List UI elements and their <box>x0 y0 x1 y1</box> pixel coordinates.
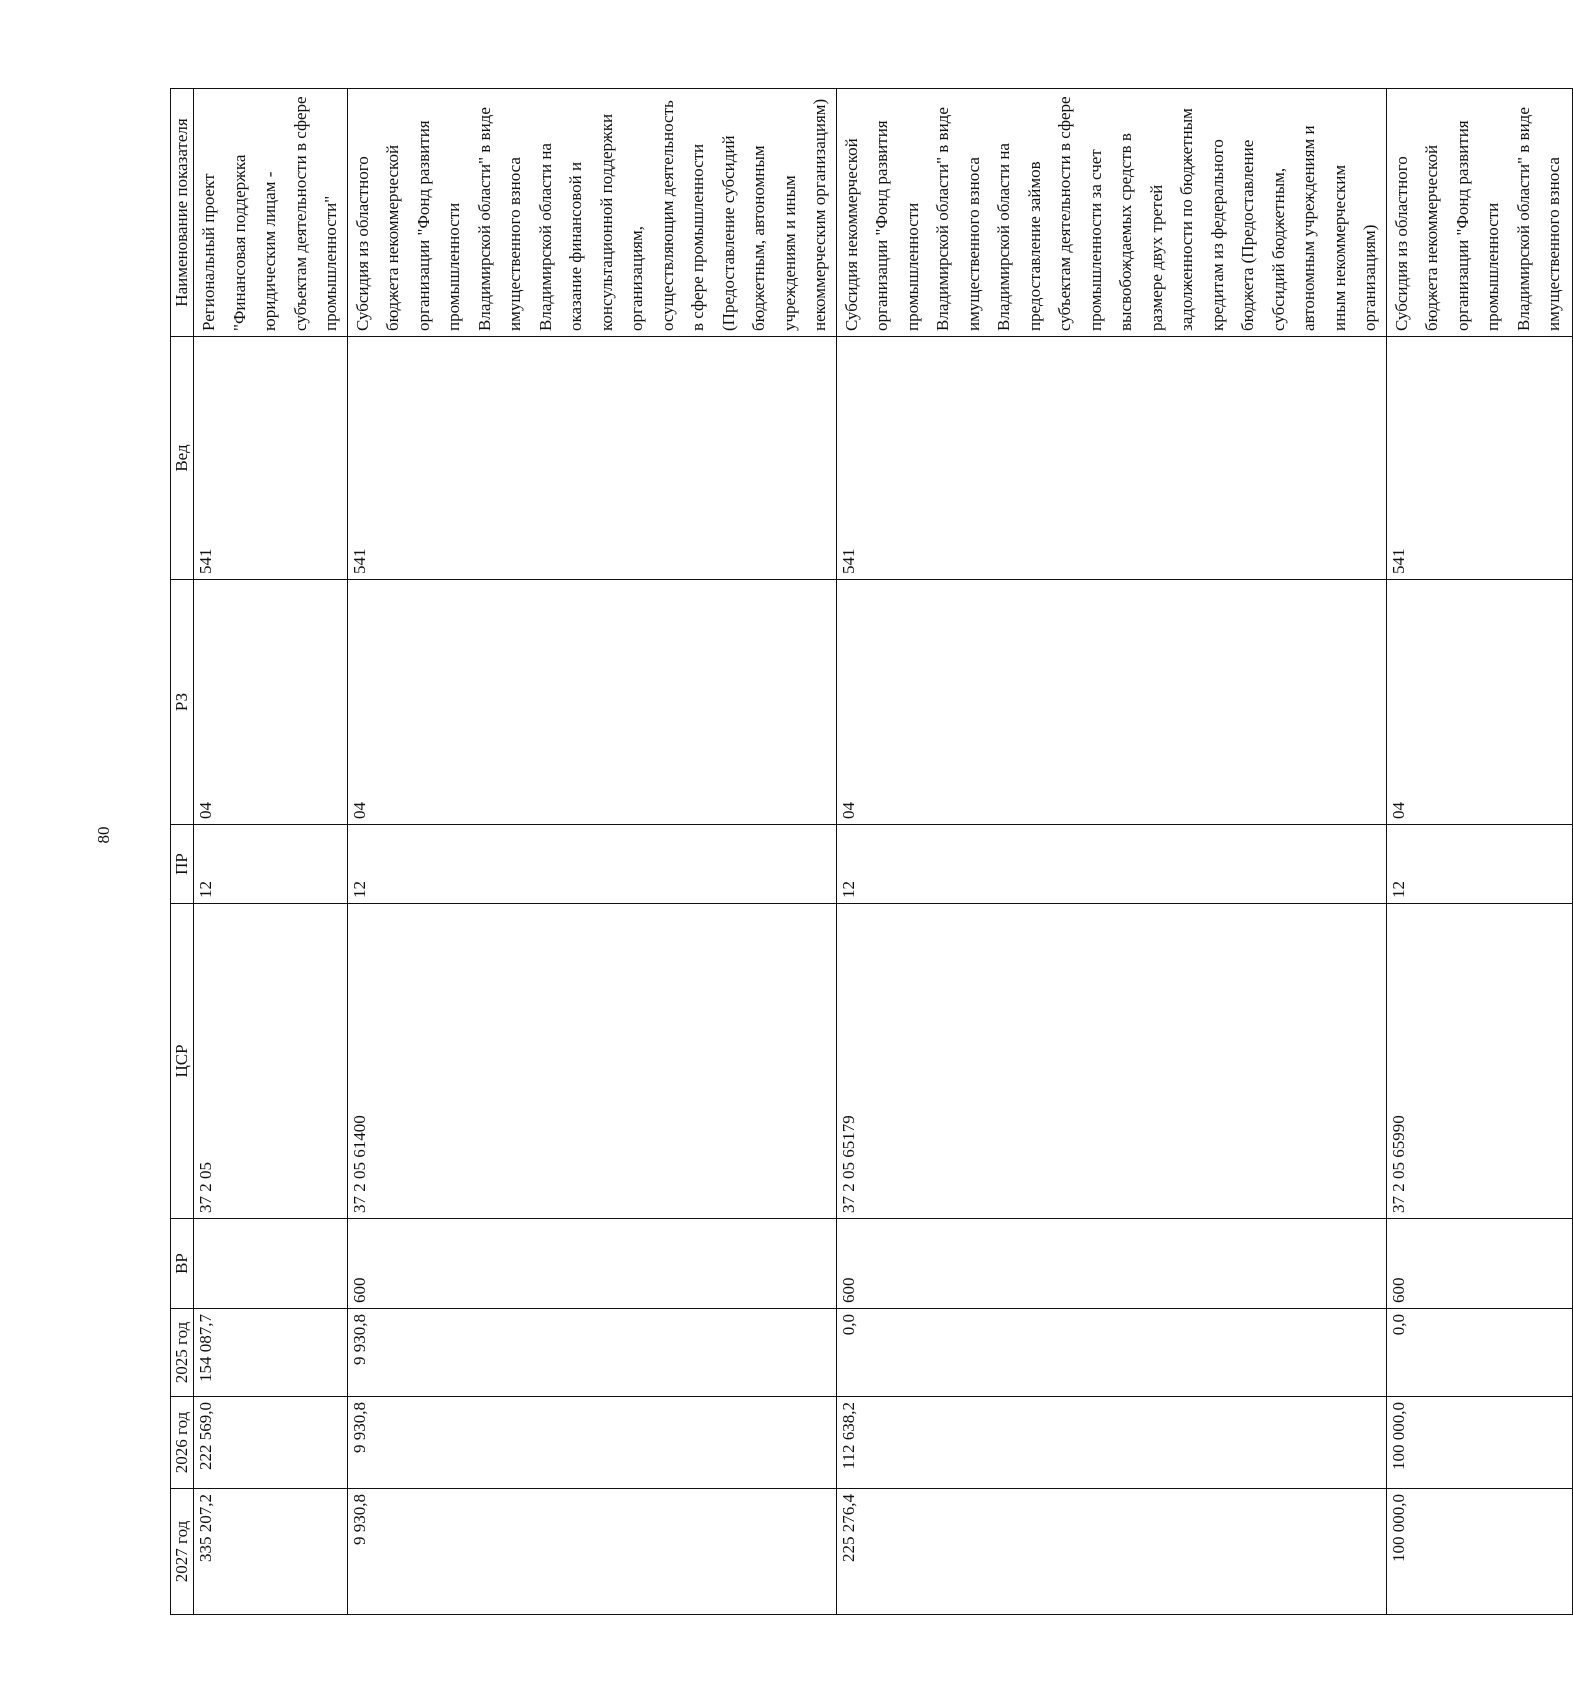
cell-y2026: 112 638,2 <box>836 1397 1386 1489</box>
cell-ved: 541 <box>194 337 348 580</box>
budget-table-sheet <box>170 89 1563 1615</box>
cell-y2025: 0,0 <box>1386 1309 1572 1397</box>
cell-rz: 04 <box>1386 580 1572 825</box>
rotated-table-wrapper <box>170 89 1563 1615</box>
cell-pr: 12 <box>347 825 836 904</box>
cell-pr: 12 <box>1386 825 1572 904</box>
cell-ved: 541 <box>836 337 1386 580</box>
header-y2026: 2026 год <box>171 1397 194 1489</box>
header-vr: ВР <box>171 1219 194 1309</box>
cell-vr <box>194 1219 348 1309</box>
cell-rz: 04 <box>836 580 1386 825</box>
cell-y2026: 222 569,0 <box>194 1397 348 1489</box>
table-body <box>194 89 1573 1615</box>
header-name: Наименование показателя <box>171 89 194 337</box>
cell-name: Субсидия из областного бюджета некоммерческой организации "Фонд развития промышленности Владимирской области" в виде имущественного взноса Владимирской области на оказание финансовой и консультационной поддержки организациям, осуществляющим деятельность в сфере промышленности (Предоставление субсидий бюджетным, автономным учреждениям и иным некоммерческим организациям) <box>347 89 836 337</box>
cell-ved: 541 <box>347 337 836 580</box>
header-rz: РЗ <box>171 580 194 825</box>
cell-csr: 37 2 05 61400 <box>347 904 836 1219</box>
header-y2025: 2025 год <box>171 1309 194 1397</box>
table-row <box>1386 89 1572 1615</box>
cell-name: Региональный проект "Финансовая поддержка юридическим лицам - субъектам деятельности в сфере промышленности" <box>194 89 348 337</box>
cell-rz: 04 <box>347 580 836 825</box>
page-number: 80 <box>94 826 113 844</box>
cell-y2027: 9 930,8 <box>347 1489 836 1615</box>
header-y2027: 2027 год <box>171 1489 194 1615</box>
header-pr: ПР <box>171 825 194 904</box>
table-header-row <box>171 89 194 1615</box>
cell-csr: 37 2 05 65990 <box>1386 904 1572 1219</box>
cell-y2026: 100 000,0 <box>1386 1397 1572 1489</box>
cell-y2027: 100 000,0 <box>1386 1489 1572 1615</box>
cell-csr: 37 2 05 65179 <box>836 904 1386 1219</box>
cell-y2027: 335 207,2 <box>194 1489 348 1615</box>
cell-vr: 600 <box>347 1219 836 1309</box>
table-row <box>194 89 348 1615</box>
budget-table <box>170 88 1573 1615</box>
cell-ved: 541 <box>1386 337 1572 580</box>
cell-vr: 600 <box>836 1219 1386 1309</box>
cell-csr: 37 2 05 <box>194 904 348 1219</box>
header-csr: ЦСР <box>171 904 194 1219</box>
cell-y2025: 154 087,7 <box>194 1309 348 1397</box>
cell-y2027: 225 276,4 <box>836 1489 1386 1615</box>
cell-y2025: 0,0 <box>836 1309 1386 1397</box>
table-row <box>347 89 836 1615</box>
cell-pr: 12 <box>836 825 1386 904</box>
cell-pr: 12 <box>194 825 348 904</box>
cell-y2025: 9 930,8 <box>347 1309 836 1397</box>
cell-rz: 04 <box>194 580 348 825</box>
cell-y2026: 9 930,8 <box>347 1397 836 1489</box>
cell-vr: 600 <box>1386 1219 1572 1309</box>
header-ved: Вед <box>171 337 194 580</box>
table-row <box>836 89 1386 1615</box>
cell-name: Субсидия из областного бюджета некоммерческой организации "Фонд развития промышленности Владимирской области" в виде имущественного взноса <box>1386 89 1572 337</box>
cell-name: Субсидия некоммерческой организации "Фонд развития промышленности Владимирской области" в виде имущественного взноса Владимирской области на предоставление займов субъектам деятельности в сфере промышленности за счет высвобождаемых средств в размере двух третей задолженности по бюджетным кредитам из федерального бюджета (Предоставление субсидий бюджетным, автономным учреждениям и иным некоммерческим организациям) <box>836 89 1386 337</box>
